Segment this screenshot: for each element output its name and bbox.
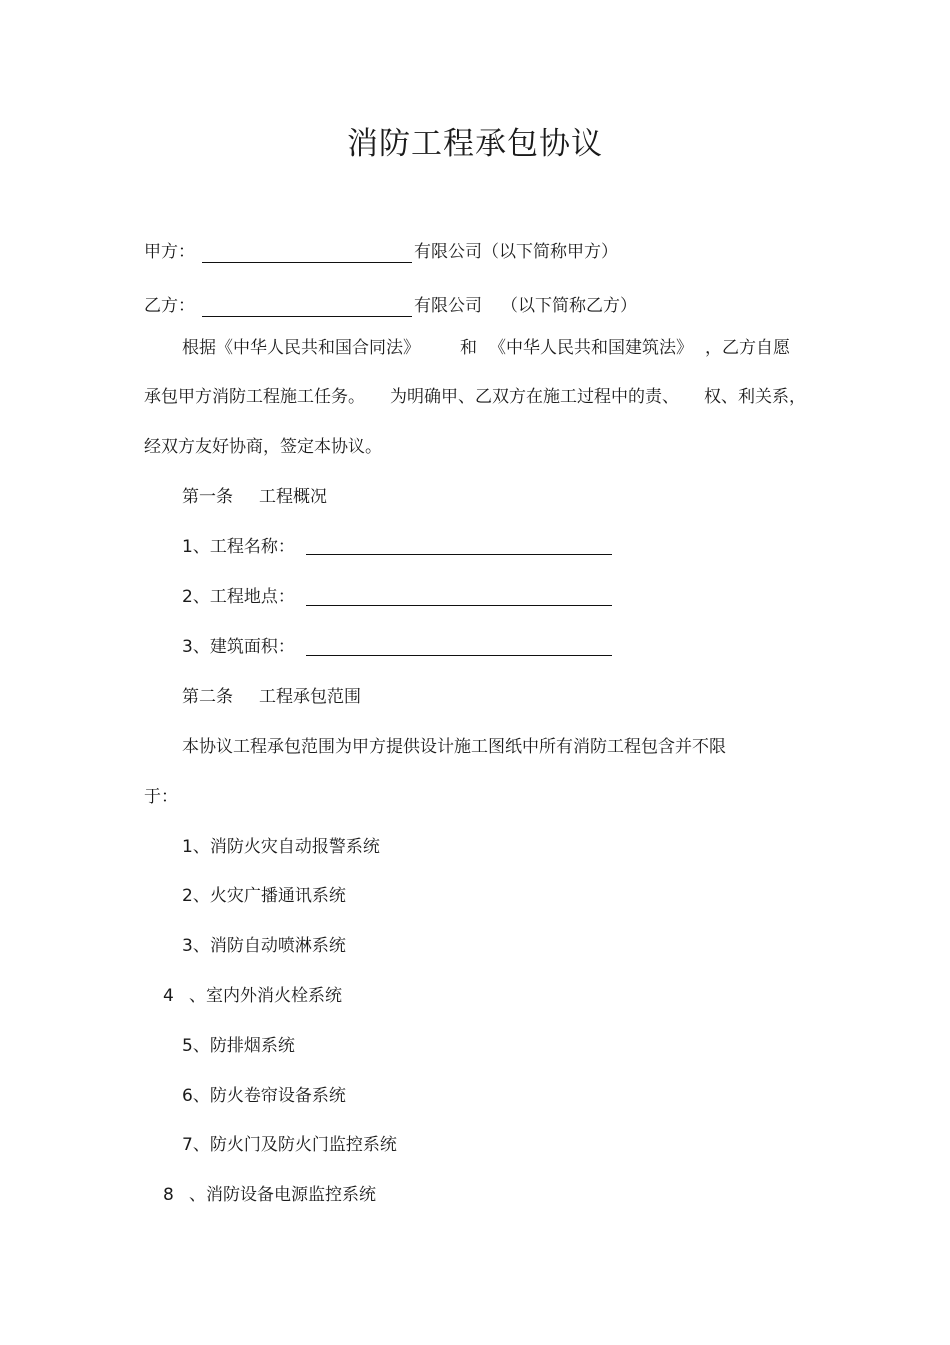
party-a-blank xyxy=(202,262,412,263)
field-blank xyxy=(306,554,612,555)
document-title: 消防工程承包协议 xyxy=(347,126,603,162)
article-number: 第一条 xyxy=(182,487,233,507)
article-number: 第二条 xyxy=(182,687,233,707)
field-label: 3、建筑面积： xyxy=(182,637,295,657)
intro-text: 权、利关系， xyxy=(704,387,806,407)
intro-text: 和 xyxy=(460,338,477,358)
article-heading: 工程概况 xyxy=(259,487,327,507)
list-item: 6、防火卷帘设备系统 xyxy=(182,1086,346,1106)
intro-text: 经双方友好协商，签定本协议。 xyxy=(144,437,382,457)
party-b-suffix: 有限公司 xyxy=(414,296,482,316)
article-heading: 工程承包范围 xyxy=(259,687,361,707)
field-blank xyxy=(306,605,612,606)
intro-text: ，乙方自愿 xyxy=(705,338,790,358)
field-label: 2、工程地点： xyxy=(182,587,295,607)
intro-text: 承包甲方消防工程施工任务。 xyxy=(144,387,365,407)
party-b-blank xyxy=(202,316,412,317)
field-blank xyxy=(306,655,612,656)
intro-text: 为明确甲、乙双方在施工过程中的责、 xyxy=(390,387,679,407)
list-item: 3、消防自动喷淋系统 xyxy=(182,936,346,956)
field-label: 1、工程名称： xyxy=(182,537,295,557)
party-b-label: 乙方： xyxy=(144,296,195,316)
intro-text: 根据《中华人民共和国合同法》 xyxy=(182,338,420,358)
list-item: 、消防设备电源监控系统 xyxy=(189,1185,376,1205)
list-item: 7、防火门及防火门监控系统 xyxy=(182,1135,397,1155)
list-item: 、室内外消火栓系统 xyxy=(189,986,342,1006)
list-item-number: 8 xyxy=(163,1185,174,1205)
list-item: 1、消防火灾自动报警系统 xyxy=(182,837,380,857)
scope-paragraph: 本协议工程承包范围为甲方提供设计施工图纸中所有消防工程包含并不限 xyxy=(182,737,726,757)
list-item-number: 4 xyxy=(163,986,174,1006)
party-a-suffix: 有限公司（以下简称甲方） xyxy=(414,242,618,262)
scope-paragraph: 于： xyxy=(144,787,178,807)
list-item: 2、火灾广播通讯系统 xyxy=(182,886,346,906)
party-a-label: 甲方： xyxy=(144,242,195,262)
party-b-note: （以下简称乙方） xyxy=(501,296,637,316)
list-item: 5、防排烟系统 xyxy=(182,1036,295,1056)
intro-text: 《中华人民共和国建筑法》 xyxy=(489,338,693,358)
